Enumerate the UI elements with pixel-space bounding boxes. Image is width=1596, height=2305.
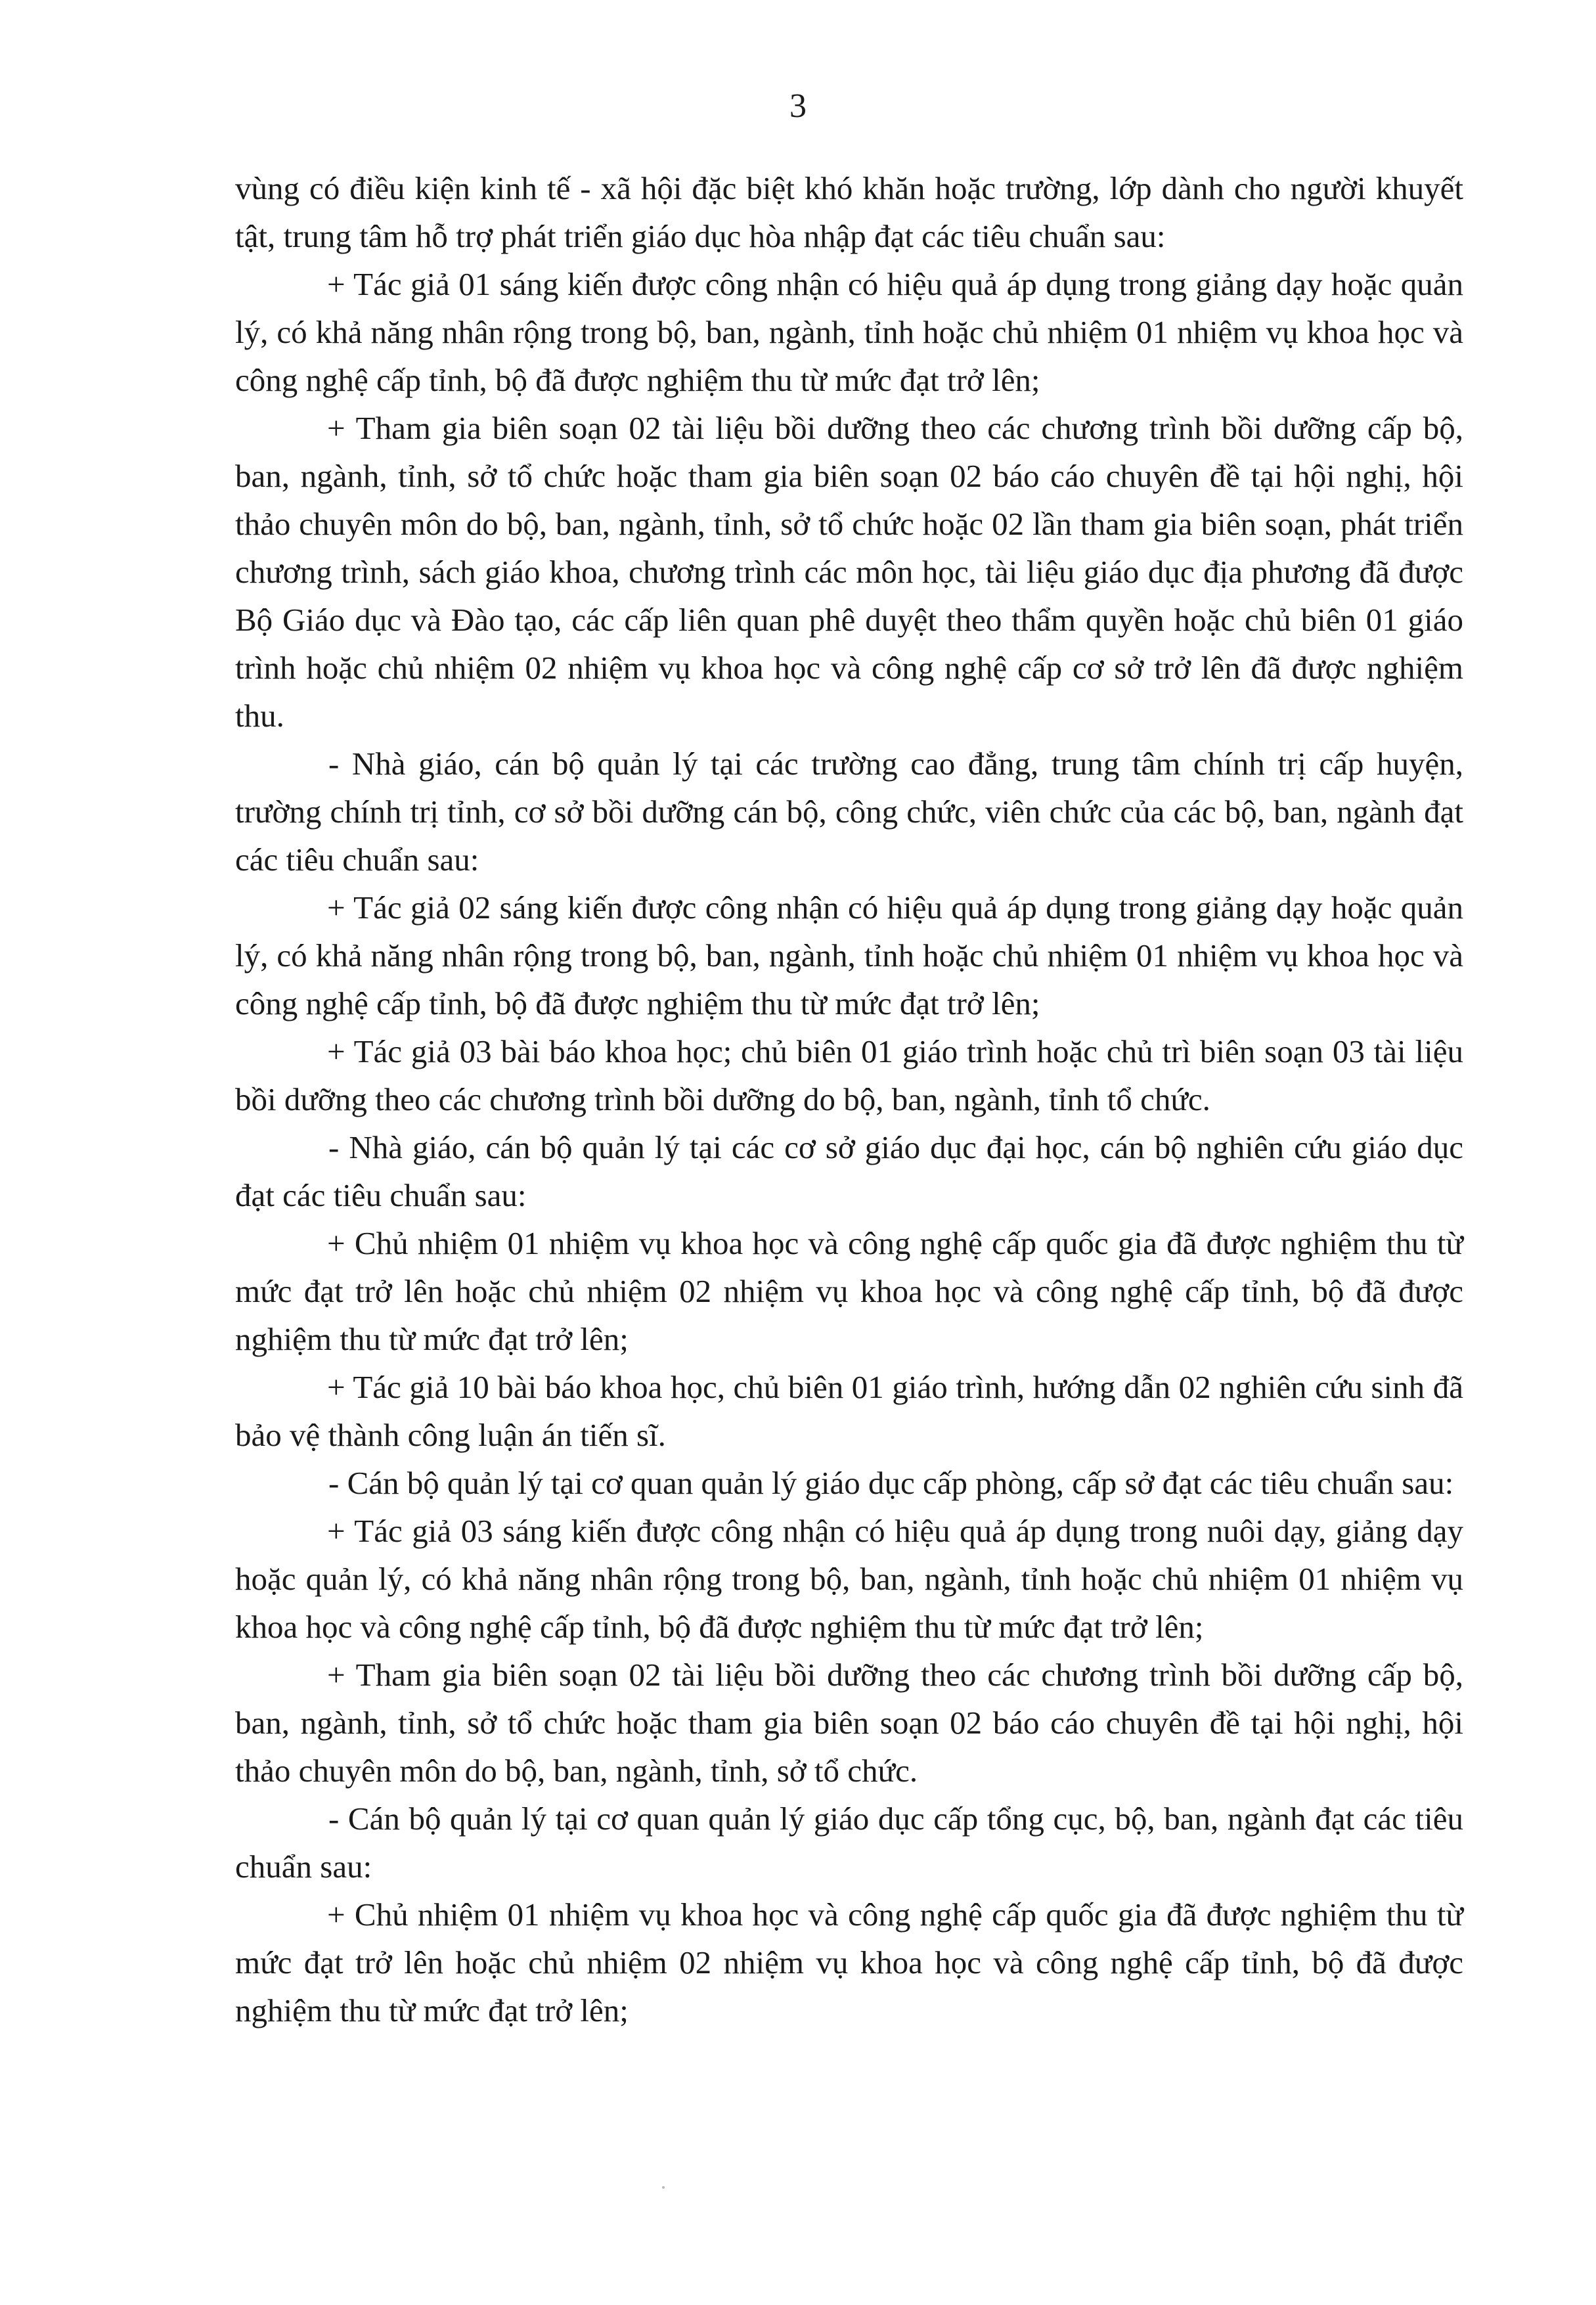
criterion-item: + Tác giả 02 sáng kiến được công nhận có hiệu quả áp dụng trong giảng dạy hoặc quản lý, có khả năng nhân rộng trong bộ, ban, ngành, tỉnh hoặc chủ nhiệm 01 nhiệm vụ khoa học và công nghệ cấp tỉnh, bộ đã được nghiệm thu từ mức đạt trở lên; — [235, 889, 1463, 1021]
criterion-item: + Tác giả 03 sáng kiến được công nhận có hiệu quả áp dụng trong nuôi dạy, giảng dạy hoặc quản lý, có khả năng nhân rộng trong bộ, ban, ngành, tỉnh hoặc chủ nhiệm 01 nhiệm vụ khoa học và công nghệ cấp tỉnh, bộ đã được nghiệm thu từ mức đạt trở lên; — [235, 1513, 1463, 1645]
category-item: - Nhà giáo, cán bộ quản lý tại các trường cao đẳng, trung tâm chính trị cấp huyện, trường chính trị tỉnh, cơ sở bồi dưỡng cán bộ, công chức, viên chức của các bộ, ban, ngành đạt các tiêu chuẩn sau: — [235, 746, 1463, 878]
criterion-item: + Tác giả 01 sáng kiến được công nhận có hiệu quả áp dụng trong giảng dạy hoặc quản lý, có khả năng nhân rộng trong bộ, ban, ngành, tỉnh hoặc chủ nhiệm 01 nhiệm vụ khoa học và công nghệ cấp tỉnh, bộ đã được nghiệm thu từ mức đạt trở lên; — [235, 266, 1463, 398]
criterion-item: + Tác giả 03 bài báo khoa học; chủ biên 01 giáo trình hoặc chủ trì biên soạn 03 tài liệu bồi dưỡng theo các chương trình bồi dưỡng do bộ, ban, ngành, tỉnh tổ chức. — [235, 1033, 1463, 1117]
criterion-item: + Tác giả 10 bài báo khoa học, chủ biên 01 giáo trình, hướng dẫn 02 nghiên cứu sinh đã bảo vệ thành công luận án tiến sĩ. — [235, 1369, 1463, 1453]
category-item: - Nhà giáo, cán bộ quản lý tại các cơ sở giáo dục đại học, cán bộ nghiên cứu giáo dục đạt các tiêu chuẩn sau: — [235, 1129, 1463, 1213]
criterion-item: + Chủ nhiệm 01 nhiệm vụ khoa học và công nghệ cấp quốc gia đã được nghiệm thu từ mức đạt trở lên hoặc chủ nhiệm 02 nhiệm vụ khoa học và công nghệ cấp tỉnh, bộ đã được nghiệm thu từ mức đạt trở lên; — [235, 1225, 1463, 1357]
criterion-item: + Tham gia biên soạn 02 tài liệu bồi dưỡng theo các chương trình bồi dưỡng cấp bộ, ban, ngành, tỉnh, sở tổ chức hoặc tham gia biên soạn 02 báo cáo chuyên đề tại hội nghị, hội thảo chuyên môn do bộ, ban, ngành, tỉnh, sở tổ chức hoặc 02 lần tham gia biên soạn, phát triển chương trình, sách giáo khoa, chương trình các môn học, tài liệu giáo dục địa phương đã được Bộ Giáo dục và Đào tạo, các cấp liên quan phê duyệt theo thẩm quyền hoặc chủ biên 01 giáo trình hoặc chủ nhiệm 02 nhiệm vụ khoa học và công nghệ cấp cơ sở trở lên đã được nghiệm thu. — [235, 410, 1463, 734]
scan-speck — [662, 2186, 665, 2189]
category-item: - Cán bộ quản lý tại cơ quan quản lý giáo dục cấp tổng cục, bộ, ban, ngành đạt các tiêu chuẩn sau: — [235, 1801, 1463, 1885]
criterion-item: + Chủ nhiệm 01 nhiệm vụ khoa học và công nghệ cấp quốc gia đã được nghiệm thu từ mức đạt trở lên hoặc chủ nhiệm 02 nhiệm vụ khoa học và công nghệ cấp tỉnh, bộ đã được nghiệm thu từ mức đạt trở lên; — [235, 1896, 1463, 2028]
criterion-item: + Tham gia biên soạn 02 tài liệu bồi dưỡng theo các chương trình bồi dưỡng cấp bộ, ban, ngành, tỉnh, sở tổ chức hoặc tham gia biên soạn 02 báo cáo chuyên đề tại hội nghị, hội thảo chuyên môn do bộ, ban, ngành, tỉnh, sở tổ chức. — [235, 1657, 1463, 1789]
page-number: 3 — [789, 87, 807, 125]
document-body — [235, 164, 1463, 2034]
category-item: - Cán bộ quản lý tại cơ quan quản lý giáo dục cấp phòng, cấp sở đạt các tiêu chuẩn sau: — [328, 1465, 1454, 1501]
paragraph-continuation: vùng có điều kiện kinh tế - xã hội đặc biệt khó khăn hoặc trường, lớp dành cho người khuyết tật, trung tâm hỗ trợ phát triển giáo dục hòa nhập đạt các tiêu chuẩn sau: — [235, 170, 1463, 254]
